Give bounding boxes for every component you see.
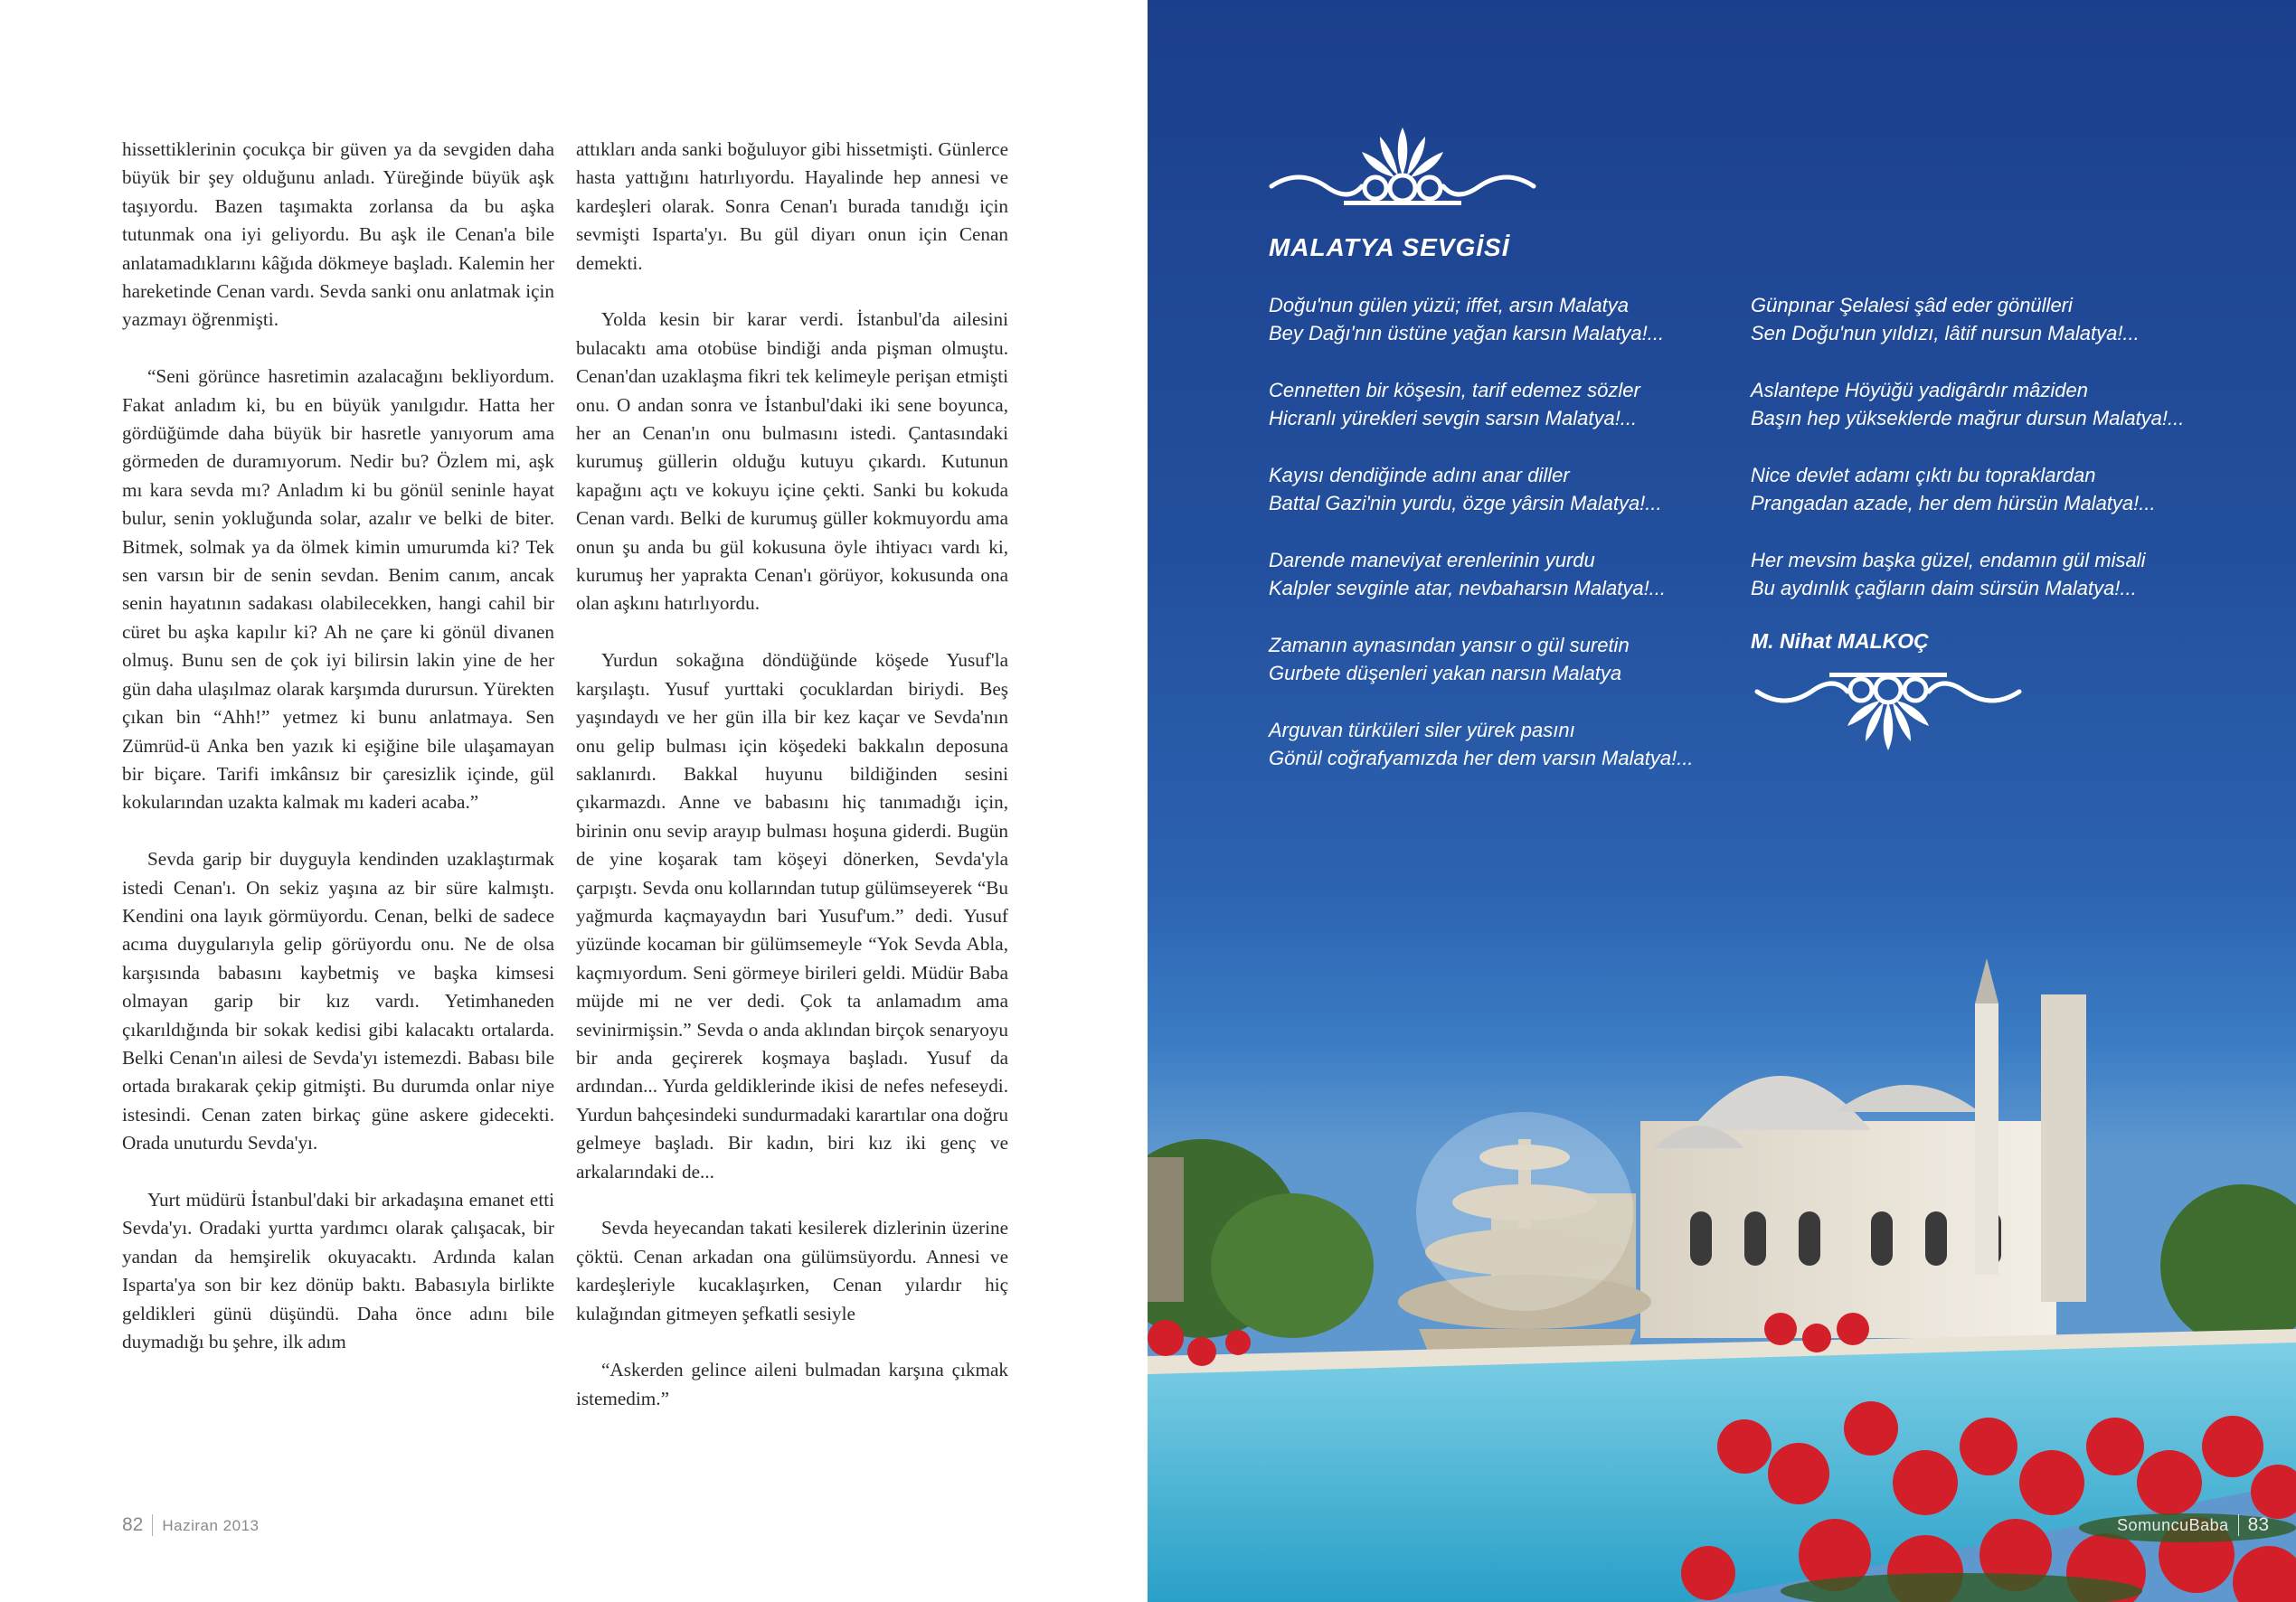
poem-line: Kalpler sevginle atar, nevbaharsın Malatya!... — [1269, 577, 1667, 599]
paragraph: “Seni görünce hasretimin azalacağını bekliyordum. Fakat anladım ki, bu en büyük yanılgıdır. Hatta her gördüğümde daha büyük bir hasretle yanıyorum ama görmeden de duramıyorum. Nedir bu? Özlem mi, aşk mı kara sevda mı? Anladım ki bu gönül seninle hayat bulur, senin yokluğunda solar, azalır ve belki de biter. Bitmek, solmak ya da ölmek kimin umurumda ki? Tek sen varsın bir de senin sevdan. Benim canım, ancak senin hayatının sadakası olabilecekken, hangi cahil bir cüret bu aşka kapılır ki? Ah ne çare ki gönül divanen olmuş. Bunu sen de çok iyi bilirsin lakin yine de her gün daha ulaşılmaz olarak karşımda durursun. Yürekten çıkan bin “Ahh!” yetmez ki bunu anlatmaya. Sen Zümrüd-ü Anka ben yazık ki eşiğine bile ulaşamayan bir biçare. Tarifi imkânsız bir çaresizlik içinde, gül kokularından uzakta kalmak mı kaderi acaba.” — [122, 365, 554, 814]
folio-divider — [152, 1514, 153, 1536]
poem-line: Doğu'nun gülen yüzü; iffet, arsın Malatya — [1269, 294, 1629, 316]
poem-line: Bey Dağı'nın üstüne yağan karsın Malatya!... — [1269, 322, 1665, 344]
paragraph: Yurt müdürü İstanbul'daki bir arkadaşına emanet etti Sevda'yı. Oradaki yurtta yardımcı olarak çalışacak, bir yandan da hemşirelik okuyacaktı. Ardında kalan Isparta'ya son bir kez dönüp baktı. Babasıyla birlikte geldikleri günü düşündü. Daha önce adını bile duymadığı bu şehre, ilk adım — [122, 1188, 554, 1353]
flourish-ornament-icon — [1262, 123, 1543, 213]
poem-line: Sen Doğu'nun yıldızı, lâtif nursun Malatya!... — [1751, 322, 2140, 344]
paragraph: Sevda heyecandan takati kesilerek dizlerinin üzerine çöktü. Cenan arkadan ona gülümsüyordu. Annesi ve kardeşleriyle kucaklaşırken, Cenan yılardır hiç kulağından gitmeyen şefkatli sesiyle — [576, 1217, 1008, 1324]
paragraph: Yolda kesin bir karar verdi. İstanbul'da ailesini bulacaktı ama otobüse bindiği anda pişman olmuştu. Cenan'dan uzaklaşma fikri tek kelimeyle perişan etmişti onu. O andan sonra ve İstanbul'daki iki sene boyunca, her an Cenan'ın onu bulmasını istedi. Çantasındaki kurumuş güllerin olduğu kutuyu çıkardı. Kutunun kapağını açtı ve kokuyu içine çekti. Sanki bu kokuda Cenan vardı. Belki de kurumuş güller kokmuyordu ama onun şu anda bu gül kokusuna öyle ihtiyacı vardı ki, kurumuş her yaprakta Cenan'ı görüyor, kokusunda ona olan aşkını hatırlıyordu. — [576, 308, 1008, 615]
poem-line: Aslantepe Höyüğü yadigârdır mâziden — [1751, 379, 2089, 401]
poem-line: Prangadan azade, her dem hürsün Malatya!... — [1751, 492, 2156, 514]
poem-line: Her mevsim başka güzel, endamın gül misali — [1751, 549, 2146, 571]
poem-line: Battal Gazi'nin yurdu, özge yârsin Malatya!... — [1269, 492, 1662, 514]
page-number: 82 — [122, 1514, 144, 1535]
poem-line: Arguvan türküleri siler yürek pasını — [1269, 719, 1575, 741]
mosque-fountain-photo — [1148, 940, 2296, 1602]
poet-name: M. Nihat MALKOÇ — [1751, 629, 1929, 653]
poem-stanza — [1269, 546, 1739, 602]
right-page — [1148, 0, 2296, 1602]
poem-column-right — [1751, 291, 2257, 655]
poem-line: Bu aydınlık çağların daim sürsün Malatya!... — [1751, 577, 2137, 599]
poem-line: Günpınar Şelalesi şâd eder gönülleri — [1751, 294, 2073, 316]
paragraph: hissettiklerinin çocukça bir güven ya da sevgiden daha büyük bir şey olduğunu anladı. Yüreğinde büyük aşk taşıyordu. Bazen taşımakta zorlansa da bu aşka tutunmak ona iyi geliyordu. Bu aşk ile Cenan'a bile anlatamadıklarını kâğıda dökmeye başladı. Kalemin her hareketinde Cenan vardı. Sevda sanki onu anlatmak için yazmayı öğrenmişti. — [122, 138, 554, 331]
folio-divider — [2238, 1514, 2239, 1536]
poem-column-left — [1269, 291, 1739, 801]
flourish-ornament-icon — [1748, 664, 2028, 755]
paragraph: Yurdun sokağına döndüğünde köşede Yusuf'la karşılaştı. Yusuf yurttaki çocuklardan biriydi. Beş yaşındaydı ve her gün illa bir kez kaçar ve Sevda'nın onu gelip bulması için köşedeki bakkalın deposuna saklanırdı. Bakkal huyunu bildiğinden sesini çıkarmazdı. Anne ve babasını hiç tanımadığı için, birinin onu sevip arayıp bulması hoşuna giderdi. Bugün de yine koşarak tam köşeyi dönerken, Sevda'yla çarpıştı. Sevda onu kollarından tutup gülümseyerek “Bu yağmurda kaçmayaydın bari Yusuf'um.” dedi. Yusuf yüzünde kocaman bir gülümsemeyle “Yok Sevda Abla, kaçmıyordum. Seni görmeye birileri geldi. Müdür Baba müjde mi ne ver dedi. Çok ta anlamadım ama sevinirmişsin.” Sevda o anda aklından birçok senaryoyu bir anda geçirerek koşmaya başladı. Yusuf da ardından... Yurda geldiklerinde ikisi de nefes nefeseydi. Yurdun bahçesindeki sundurmadaki karartılar ona doğru gelmeye başladı. Bir kadın, biri kız iki genç ve arkalarındaki de... — [576, 649, 1008, 1183]
poem-line: Başın hep yükseklerde mağrur dursun Malatya!... — [1751, 407, 2185, 429]
poem-stanza — [1751, 546, 2257, 602]
paragraph: “Askerden gelince aileni bulmadan karşına çıkmak istemedim.” — [576, 1359, 1008, 1409]
poem-title: MALATYA SEVGİSİ — [1269, 233, 1510, 261]
issue-date: Haziran 2013 — [162, 1517, 260, 1534]
poem-stanza — [1269, 376, 1739, 432]
poem-stanza — [1269, 631, 1739, 687]
text-column-1 — [122, 136, 554, 1385]
poem-line: Cennetten bir köşesin, tarif edemez sözler — [1269, 379, 1640, 401]
paragraph: Sevda garip bir duyguyla kendinden uzaklaştırmak istedi Cenan'ı. On sekiz yaşına az bir süre kalmıştı. Kendini ona layık görmüyordu. Cenan, belki de sadece acıma duygularıyla gelip görüyordu onu. Ne de olsa karşısında babasını kaybetmiş ve başka kimsesi olmayan garip bir kız vardı. Yetimhaneden çıkarıldığında bir sokak kedisi gibi kalacaktı ortalarda. Belki Cenan'ın ailesi de Sevda'yı istemezdi. Babası bile ortada bırakarak çekip gitmişti. Bu durumda onlar niye istesindi. Cenan zaten birkaç güne askere gidecekti. Orada unuturdu Sevda'yı. — [122, 848, 554, 1154]
magazine-name: SomuncuBaba — [2117, 1516, 2229, 1534]
poem-stanza — [1751, 291, 2257, 347]
poem-line: Nice devlet adamı çıktı bu topraklardan — [1751, 464, 2096, 486]
poem-line: Darende maneviyat erenlerinin yurdu — [1269, 549, 1595, 571]
paragraph: attıkları anda sanki boğuluyor gibi hissetmişti. Günlerce hasta yattığını hatırlıyordu. Hayalinde hep annesi ve kardeşleri olarak. Sonra Cenan'ı burada tanıdığı için sevmişti Isparta'yı. Bu gül diyarı onun için Cenan demekti. — [576, 138, 1008, 274]
poem-stanza — [1751, 461, 2257, 517]
page-footer-right — [2117, 1514, 2269, 1536]
poem-line: Zamanın aynasından yansır o gül suretin — [1269, 634, 1630, 656]
poem-stanza — [1269, 291, 1739, 347]
poem-stanza — [1269, 461, 1739, 517]
poem-line: Gönül coğrafyamızda her dem varsın Malatya!... — [1269, 747, 1694, 769]
poem-line: Gurbete düşenleri yakan narsın Malatya — [1269, 662, 1622, 684]
page-footer-left — [122, 1514, 259, 1536]
page-number: 83 — [2247, 1514, 2269, 1535]
poem-line: Hicranlı yürekleri sevgin sarsın Malatya!... — [1269, 407, 1638, 429]
poem-line: Kayısı dendiğinde adını anar diller — [1269, 464, 1570, 486]
poem-stanza — [1751, 376, 2257, 432]
text-column-2 — [576, 136, 1008, 1442]
poem-stanza — [1269, 716, 1739, 772]
